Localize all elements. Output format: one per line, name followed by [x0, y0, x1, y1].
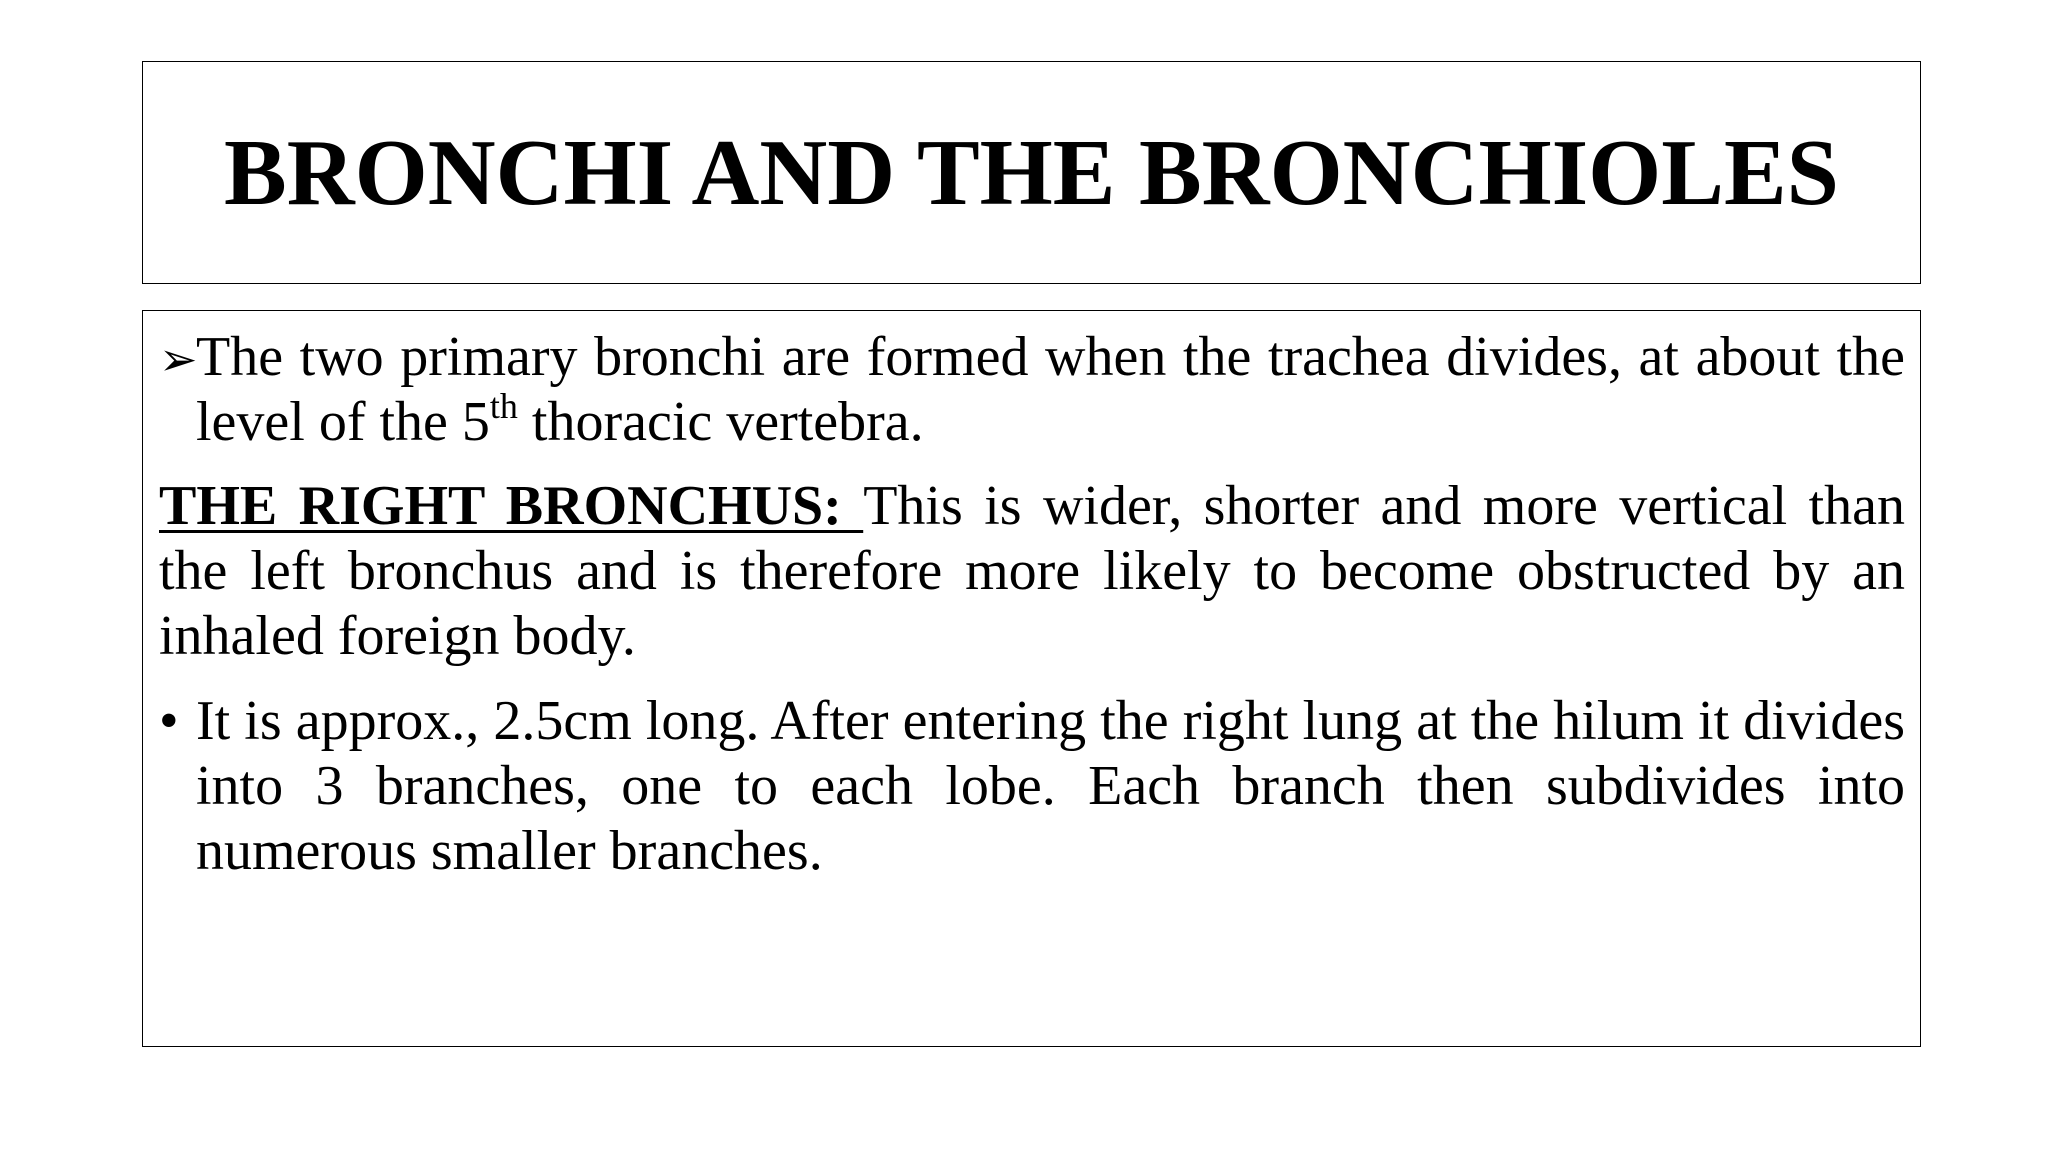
right-bronchus-paragraph [159, 474, 1905, 669]
intro-text: The two primary bronchi are formed when the trachea divides, at about the level of the 5 [196, 326, 1905, 453]
content-box [142, 310, 1921, 1047]
arrow-bullet-icon: ➢ [159, 332, 198, 386]
intro-text-end: thoracic vertebra. [517, 391, 924, 453]
detail-text: It is approx., 2.5cm long. After entering the right lung at the hilum it divides into 3 branches, one to each lobe. Each branch then subdivides into numerous smaller branches. [196, 690, 1905, 882]
slide-title: BRONCHI AND THE BRONCHIOLES [224, 120, 1839, 225]
right-bronchus-heading: THE RIGHT BRONCHUS: [159, 475, 864, 537]
detail-bullet [159, 689, 1905, 884]
right-bronchus-text: This is wider, shorter and more vertical than the left bronchus and is therefore more likely to become obstructed by an inhaled foreign body. [159, 475, 1905, 667]
title-box [142, 61, 1921, 284]
intro-bullet [159, 325, 1905, 455]
ordinal-superscript: th [489, 386, 518, 426]
bullet-dot-icon: • [159, 690, 179, 752]
